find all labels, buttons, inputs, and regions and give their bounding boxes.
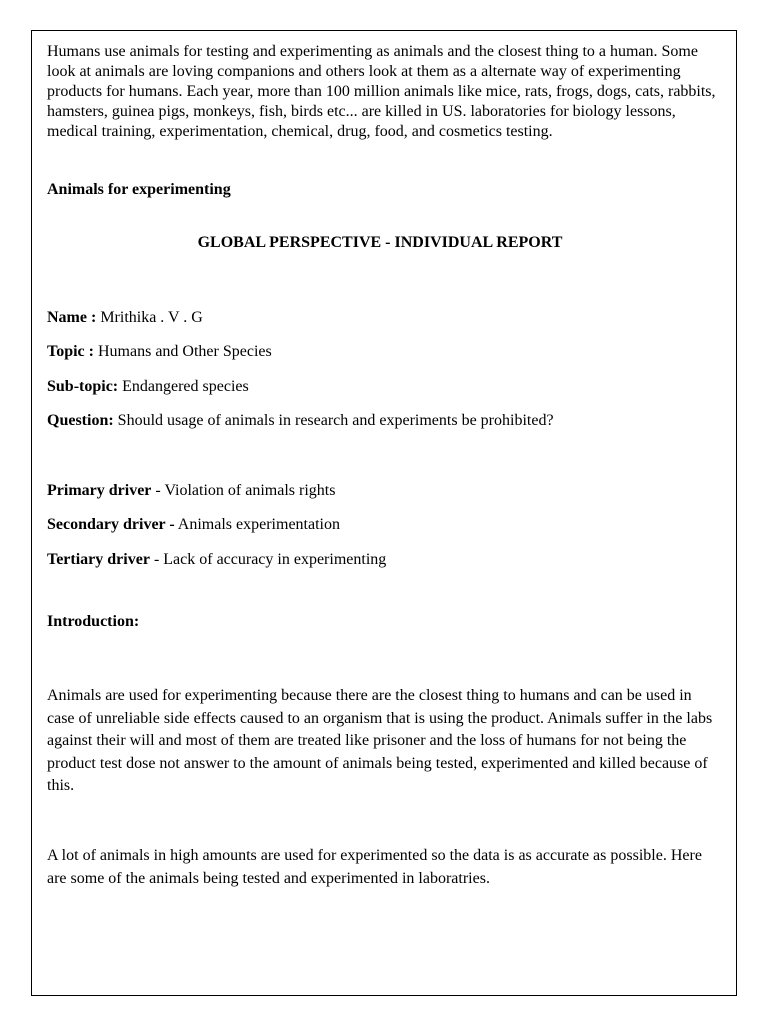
document-body <box>47 42 727 887</box>
field-subtopic-label: Sub-topic: <box>47 378 119 395</box>
intro-paragraph: Humans use animals for testing and experimenting as animals and the closest thing to a human. Some look at animals are loving companions and others look at them as a alternate way of experimenting products for humans. Each year, more than 100 million animals like mice, rats, frogs, dogs, cats, rabbits, hamsters, guinea pigs, monkeys, fish, birds etc... are killed in US. laboratories for biology lessons, medical training, experimentation, chemical, drug, food, and cosmetics testing. <box>47 43 716 140</box>
secondary-driver <box>47 515 340 535</box>
field-name-label: Name : <box>47 309 97 326</box>
field-topic-value: Humans and Other Species <box>93 343 272 360</box>
report-title: GLOBAL PERSPECTIVE - INDIVIDUAL REPORT <box>197 234 563 251</box>
field-question-value: Should usage of animals in research and experiments be prohibited? <box>113 412 554 429</box>
primary-driver <box>47 481 335 501</box>
secondary-driver-value: Animals experimentation <box>174 516 340 533</box>
field-subtopic-value: Endangered species <box>118 378 249 395</box>
primary-driver-value: - Violation of animals rights <box>151 482 336 499</box>
field-question <box>47 411 554 431</box>
tertiary-driver-label: Tertiary driver <box>47 551 150 568</box>
body-paragraph-1: Animals are used for experimenting because there are the closest thing to humans and can be used in case of unreliable side effects caused to an organism that is using the product. Animals suffer in the labs against their will and most of them are treated like prisoner and the loss of humans for not being the product test dose not answer to the amount of animals being tested, experimented and killed because of this. <box>47 687 713 794</box>
field-subtopic <box>47 377 249 397</box>
field-topic <box>47 342 272 362</box>
field-topic-label: Topic : <box>47 343 94 360</box>
field-name-value: Mrithika . V . G <box>96 309 203 326</box>
field-question-label: Question: <box>47 412 114 429</box>
primary-driver-label: Primary driver <box>47 482 152 499</box>
tertiary-driver-value: - Lack of accuracy in experimenting <box>149 551 387 568</box>
body-paragraph-2: A lot of animals in high amounts are used for experimented so the data is as accurate as possible. Here are some of the animals being tested and experimented in laboratries. <box>47 847 702 887</box>
secondary-driver-label: Secondary driver - <box>47 516 175 533</box>
tertiary-driver <box>47 550 386 570</box>
field-name <box>47 308 203 328</box>
section-heading: Animals for experimenting <box>47 181 231 198</box>
introduction-heading: Introduction: <box>47 613 140 630</box>
